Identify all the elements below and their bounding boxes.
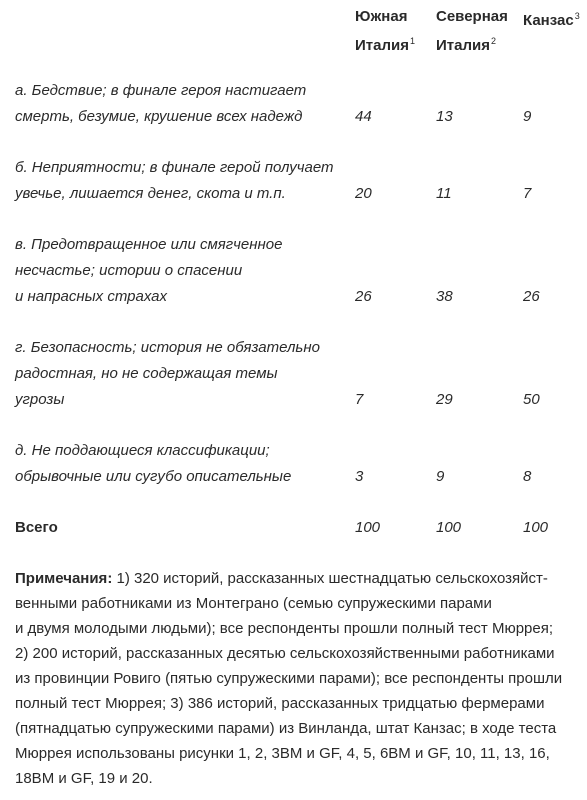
total-label: Всего — [15, 519, 58, 536]
notes-line: Мюррея использованы рисунки 1, 2, 3BM и GF, 4, 5, 6BM и GF, 10, 11, 13, 16, — [15, 745, 550, 762]
value-kansas: 50 — [523, 391, 540, 408]
column-header-text: Канзас — [523, 12, 574, 29]
value-south-italy: 3 — [355, 468, 364, 485]
row-label-line: обрывочные или сугубо описательные — [15, 468, 292, 485]
row-label — [15, 438, 345, 490]
footnote-marker: 1 — [409, 36, 415, 46]
notes-line: (пятнадцатью супружескими парами) из Винланда, штат Канзас; в ходе теста — [15, 720, 557, 737]
footnote-marker: 2 — [490, 36, 496, 46]
row-label-line: а. Бедствие; в финале героя настигает — [15, 82, 307, 99]
row-label — [15, 232, 345, 310]
notes-line: 2) 200 историй, рассказанных десятью сельскохозяйственными работниками — [15, 645, 555, 662]
value-kansas: 26 — [523, 288, 540, 305]
column-header-line: Южная — [355, 8, 408, 25]
row-label-line: увечье, лишается денег, скота и т.п. — [15, 185, 286, 202]
row-label-line: б. Неприятности; в финале герой получает — [15, 159, 334, 176]
row-label — [15, 78, 345, 130]
value-kansas: 8 — [523, 468, 532, 485]
row-label-line: угрозы — [15, 391, 65, 408]
table-row — [15, 438, 585, 490]
value-south-italy: 7 — [355, 391, 364, 408]
table-row — [15, 78, 585, 130]
column-header-line: Северная — [436, 8, 508, 25]
notes-line — [15, 566, 583, 591]
footnote-marker: 3 — [574, 11, 580, 21]
value-north-italy: 11 — [436, 185, 452, 202]
notes — [15, 566, 583, 791]
notes-text: 1) 320 историй, рассказанных шестнадцатью сельскохозяйст- — [112, 570, 548, 587]
notes-line: из провинции Ровиго (пятью супружескими парами); все респонденты прошли — [15, 670, 563, 687]
value-north-italy: 38 — [436, 288, 453, 305]
value-north-italy: 13 — [436, 108, 453, 125]
row-label — [15, 155, 345, 207]
row-label-line: несчастье; истории о спасении — [15, 262, 243, 279]
total-kansas: 100 — [523, 519, 549, 536]
value-south-italy: 20 — [355, 185, 372, 202]
value-kansas: 9 — [523, 108, 532, 125]
row-label-line: смерть, безумие, крушение всех надежд — [15, 108, 303, 125]
row-label-line: и напрасных страхах — [15, 288, 168, 305]
row-label-line: радостная, но не содержащая темы — [15, 365, 278, 382]
column-header-south-italy — [355, 4, 415, 58]
value-south-italy: 44 — [355, 108, 372, 125]
notes-title: Примечания: — [15, 570, 113, 587]
column-header-line — [436, 29, 508, 58]
column-header-north-italy — [436, 4, 508, 58]
table-row — [15, 335, 585, 413]
row-label-line: д. Не поддающиеся классификации; — [15, 442, 270, 459]
column-header-line — [355, 29, 415, 58]
total-north-italy: 100 — [436, 519, 462, 536]
total-south-italy: 100 — [355, 519, 381, 536]
row-label — [15, 335, 345, 413]
row-label-line: г. Безопасность; история не обязательно — [15, 339, 320, 356]
notes-line: 18BM и GF, 19 и 20. — [15, 770, 153, 787]
table-row — [15, 155, 585, 207]
value-north-italy: 9 — [436, 468, 445, 485]
notes-line: полный тест Мюррея; 3) 386 историй, рассказанных тридцатью фермерами — [15, 695, 545, 712]
value-kansas: 7 — [523, 185, 532, 202]
notes-line: венными работниками из Монтеграно (семью супружескими парами — [15, 595, 492, 612]
row-label-line: в. Предотвращенное или смягченное — [15, 236, 283, 253]
column-header-text: Италия — [355, 37, 409, 54]
notes-line: и двумя молодыми людьми); все респонденты прошли полный тест Мюррея; — [15, 620, 554, 637]
column-header-kansas — [523, 4, 580, 33]
column-header-text: Италия — [436, 37, 490, 54]
value-south-italy: 26 — [355, 288, 372, 305]
table-row — [15, 232, 585, 310]
column-header-line — [523, 4, 580, 33]
value-north-italy: 29 — [436, 391, 453, 408]
table-row-total — [15, 515, 585, 541]
